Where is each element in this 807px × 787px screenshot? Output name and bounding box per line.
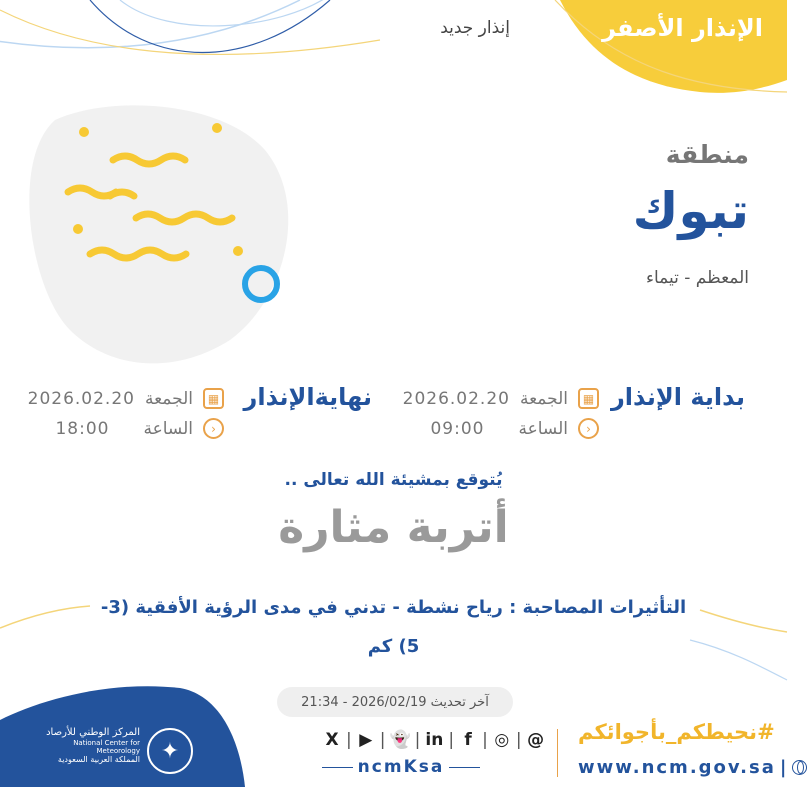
org-name-english: National Center for Meteorology: [73, 738, 140, 755]
associated-effects: التأثيرات المصاحبة : رياح نشطة - تدني في مدى الرؤية الأفقية (3-5) كم: [100, 597, 687, 657]
website-link[interactable]: www.ncm.gov.sa |: [578, 757, 807, 778]
region-name: تبوك: [632, 182, 749, 240]
start-date-row: [403, 388, 599, 409]
org-name-arabic: المركز الوطني للأرصاد: [46, 727, 140, 738]
start-day: الجمعة: [519, 388, 568, 409]
deco-line-yellow-1: [0, 10, 380, 54]
clock-icon: ‹: [578, 418, 599, 439]
snapchat-icon[interactable]: 👻: [389, 730, 411, 750]
globe-icon: [792, 760, 807, 775]
dust-dot-4: [233, 246, 243, 256]
handle-text[interactable]: ncmKsa: [357, 757, 445, 777]
deco-line-left: [0, 606, 90, 628]
youtube-icon[interactable]: ▶: [359, 730, 373, 750]
last-update-pill: آخر تحديث 2026/02/19 - 21:34: [277, 687, 513, 717]
deco-line-blue-3: [120, 0, 330, 26]
threads-icon[interactable]: @: [527, 730, 545, 750]
start-date: 2026.02.20: [402, 388, 510, 409]
affected-areas: المعظم - تيماء: [646, 268, 749, 288]
start-title: بداية الإنذار: [610, 383, 745, 411]
facebook-icon[interactable]: f: [464, 730, 472, 750]
instagram-icon[interactable]: ◎: [494, 730, 510, 750]
org-country: المملكة العربية السعودية: [57, 754, 140, 764]
start-time-row: [430, 418, 599, 439]
forecast-intro: يُتوقع بمشيئة الله تعالى ..: [284, 470, 503, 490]
weather-phenomenon: أتربة مثارة: [278, 502, 509, 553]
deco-line-right: [700, 610, 787, 632]
dust-dot-1: [79, 127, 89, 137]
website-text[interactable]: www.ncm.gov.sa: [578, 757, 776, 778]
linkedin-icon[interactable]: in: [425, 730, 444, 750]
dust-dot-3: [73, 224, 83, 234]
dust-dot-2: [212, 123, 222, 133]
clock-icon: ‹: [203, 418, 224, 439]
end-title: نهايةالإنذار: [243, 383, 372, 411]
start-time: 09:00: [430, 418, 485, 439]
end-time-label: الساعة: [143, 418, 193, 439]
social-handle: [322, 757, 480, 777]
end-date-row: [28, 388, 224, 409]
calendar-icon: ▦: [203, 388, 224, 409]
x-icon[interactable]: X: [325, 730, 339, 750]
organization-name: [30, 727, 140, 764]
warning-level-badge: الإنذار الأصفر: [602, 14, 763, 42]
social-links: X | ▶ | 👻 | in | f | ◎ | @: [322, 729, 546, 751]
start-time-label: الساعة: [518, 418, 568, 439]
hashtag: #نحيطكم_بأجوائكم: [578, 720, 775, 744]
ncm-emblem-icon: ✦: [147, 728, 193, 774]
new-warning-label: إنذار جديد: [440, 18, 510, 38]
illustration-blob: [29, 105, 288, 363]
footer-divider: [557, 729, 558, 777]
end-time-row: [55, 418, 224, 439]
region-label: منطقة: [665, 140, 749, 169]
deco-line-blue-1: [0, 0, 300, 48]
end-day: الجمعة: [144, 388, 193, 409]
end-date: 2026.02.20: [27, 388, 135, 409]
deco-line-right-2: [690, 640, 787, 680]
end-time: 18:00: [55, 418, 110, 439]
calendar-icon: ▦: [578, 388, 599, 409]
